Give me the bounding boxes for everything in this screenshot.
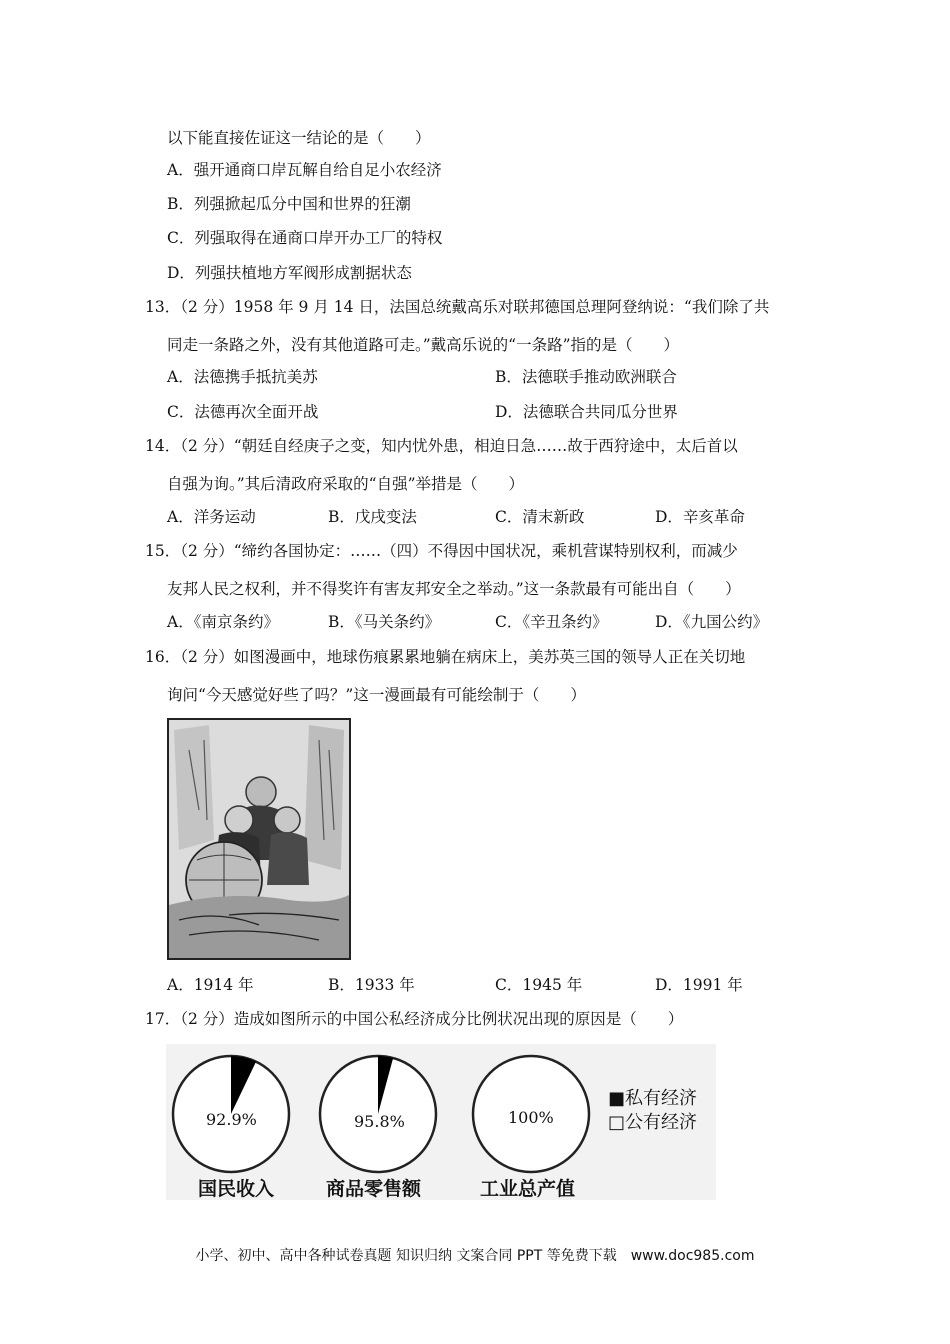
q12-option-a: A．强开通商口岸瓦解自给自足小农经济 [167, 161, 442, 179]
q12-option-d: D．列强扶植地方军阀形成割据状态 [167, 264, 412, 282]
q14-option-a: A．洋务运动 [167, 508, 256, 526]
q14-option-d: D．辛亥革命 [655, 508, 745, 526]
pie-1-label: 国民收入 [198, 1178, 275, 1200]
pie-2-label: 商品零售额 [326, 1178, 422, 1200]
q13-option-c: C．法德再次全面开战 [167, 403, 319, 421]
pie-charts-figure [166, 1044, 716, 1200]
q14-stem-line1: 14．（2 分）“朝廷自经庚子之变，知内忧外患，相迫日急……故于西狩途中，太后首以 [145, 437, 738, 455]
q13-stem-line2: 同走一条路之外，没有其他道路可走。”戴高乐说的“一条路”指的是（ ） [167, 336, 680, 354]
q14-option-c: C．清末新政 [495, 508, 585, 526]
q16-option-b: B．1933 年 [328, 976, 415, 994]
q12-option-c: C．列强取得在通商口岸开办工厂的特权 [167, 229, 443, 247]
q16-option-d: D．1991 年 [655, 976, 743, 994]
q14-option-b: B．戊戌变法 [328, 508, 417, 526]
q16-stem-line2: 询问“今天感觉好些了吗？”这一漫画最有可能绘制于（ ） [167, 686, 586, 704]
q16-stem-line1: 16．（2 分）如图漫画中，地球伤痕累累地躺在病床上，美苏英三国的领导人正在关切地 [145, 648, 746, 666]
q15-option-c: C．《辛丑条约》 [495, 613, 608, 631]
q13-option-a: A．法德携手抵抗美苏 [167, 368, 318, 386]
q16-option-a: A．1914 年 [167, 976, 254, 994]
q15-option-d: D．《九国公约》 [655, 613, 769, 631]
legend-private: ■私有经济 [608, 1088, 698, 1109]
q15-option-b: B．《马关条约》 [328, 613, 441, 631]
cartoon-image [167, 718, 351, 960]
q12-stem: 以下能直接佐证这一结论的是（ ） [167, 129, 431, 147]
q14-stem-line2: 自强为询。”其后清政府采取的“自强”举措是（ ） [167, 475, 525, 493]
q12-option-b: B．列强掀起瓜分中国和世界的狂潮 [167, 195, 411, 213]
page-footer: 小学、初中、高中各种试卷真题 知识归纳 文案合同 PPT 等免费下载 www.doc985.com [195, 1248, 755, 1264]
q13-option-b: B．法德联手推动欧洲联合 [495, 368, 677, 386]
pie-3-label: 工业总产值 [480, 1178, 576, 1200]
legend-public: □公有经济 [608, 1112, 698, 1133]
q16-option-c: C．1945 年 [495, 976, 583, 994]
q17-stem: 17．（2 分）造成如图所示的中国公私经济成分比例状况出现的原因是（ ） [145, 1010, 684, 1028]
q15-stem-line2: 友邦人民之权利，并不得奖许有害友邦安全之举动。”这一条款最有可能出自（ ） [167, 580, 741, 598]
q13-stem-line1: 13．（2 分）1958 年 9 月 14 日，法国总统戴高乐对联邦德国总理阿登纳说：“我们除了共 [145, 298, 770, 316]
pie-3-value: 100% [508, 1108, 554, 1127]
q15-option-a: A．《南京条约》 [167, 613, 279, 631]
q15-stem-line1: 15．（2 分）“缔约各国协定：……（四）不得因中国状况，乘机营谋特别权利，而减少 [145, 542, 738, 560]
q13-option-d: D．法德联合共同瓜分世界 [495, 403, 678, 421]
pie-2-value: 95.8% [354, 1112, 405, 1131]
cartoon-drawing [169, 720, 349, 958]
pie-1-value: 92.9% [206, 1110, 257, 1129]
